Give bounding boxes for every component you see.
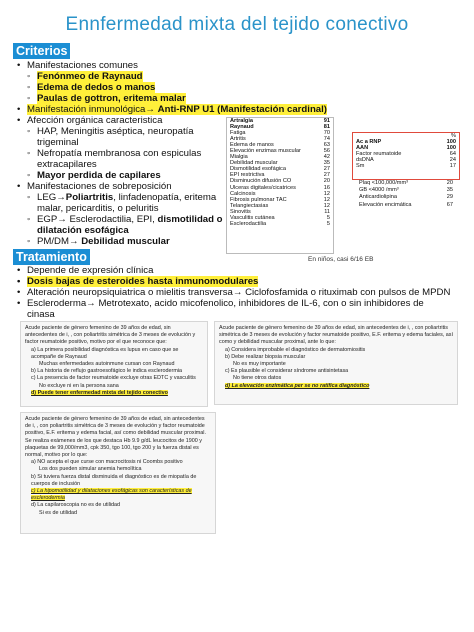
row-value: 67 xyxy=(446,201,453,208)
row-value: 100 xyxy=(446,145,456,152)
row-label: Debilidad muscular xyxy=(230,160,278,167)
row-value: 17 xyxy=(449,163,456,170)
option-c: c) La hipomotilidad y dilataciones esofágicas son características de esclerodermia xyxy=(31,488,192,502)
row-value: 74 xyxy=(323,136,330,143)
list-item: ◦ Paulas de gottron, eritema malar xyxy=(27,93,186,104)
list-item: • Manifestación inmunológica→ Anti-RNP U1 (Manifestación cardinal) xyxy=(17,104,327,115)
list-item: ◦ Mayor perdida de capilares xyxy=(27,170,161,181)
option-note: No excluye ni en la persona sana xyxy=(39,382,119,389)
row-value: 91 xyxy=(323,118,330,124)
row-label: EPI restrictiva xyxy=(230,172,265,179)
row-label: Artritis xyxy=(230,136,246,143)
option-a: a) NO acepta el que curse con macrocitosis ni Coombs positivo xyxy=(31,459,183,466)
option-a: a) Considera improbable el diagnóstico de dermatomiositis xyxy=(225,346,366,353)
row-value: 5 xyxy=(326,214,330,221)
row-value: 29 xyxy=(446,194,453,201)
option-note: No tiene otros datos xyxy=(233,375,282,382)
row-value: 64 xyxy=(449,151,456,158)
manifestations-table xyxy=(226,117,334,254)
row-value: 63 xyxy=(323,142,330,149)
row-value: 20 xyxy=(446,180,453,186)
list-item: • Manifestaciones de sobreposición xyxy=(17,181,172,192)
list-item: ◦ PM/DM→ Debilidad muscular xyxy=(27,236,170,247)
table-row xyxy=(356,202,456,209)
row-label: Factor reumatoide xyxy=(356,151,402,158)
row-value: 81 xyxy=(323,124,330,131)
option-d: d) La capilaroscopia no es de utilidad xyxy=(31,502,121,509)
table-row xyxy=(356,187,456,194)
case-card-1 xyxy=(20,321,208,407)
case-card-2 xyxy=(214,321,458,405)
row-value: 42 xyxy=(323,154,330,161)
row-value: 56 xyxy=(323,148,330,155)
row-value: 24 xyxy=(449,157,456,164)
row-label: Telangiectasias xyxy=(230,202,269,209)
list-item: • Afección orgánica caracteristica xyxy=(17,115,163,126)
tratamiento-header: Tratamiento xyxy=(13,249,90,265)
row-value: 5 xyxy=(326,220,330,227)
list-item-cont: malar, pericarditis, o peluritis xyxy=(37,203,159,214)
option-a: a) La primera posibilidad diagnóstica es lupus en caso que se acompañe de Raynaud xyxy=(31,346,179,360)
row-value: 35 xyxy=(446,187,453,194)
option-d: d) La elevación enzimática per se no ratifica diagnóstico xyxy=(225,382,370,389)
case-text: Acude paciente de género femenino de 39 años de edad, sin antecedentes de i, , con poliartritis simétrica de 3 meses de evolución y factor reumatoide positivo, motivo por el que reconoce que: xyxy=(25,325,196,346)
option-note: No es muy importante xyxy=(233,361,286,368)
list-item: • Manifestaciones comunes xyxy=(17,60,138,71)
row-label: Raynaud xyxy=(230,124,254,131)
table-caption: En niños, casi 6/16 EB xyxy=(308,256,374,263)
option-b: b) Debe realizar biopsia muscular xyxy=(225,353,306,360)
row-label: Dismotilidad esofágica xyxy=(230,166,286,173)
list-item: ◦ Nefropatía membranosa con espiculas xyxy=(27,148,202,159)
table-row xyxy=(353,163,459,169)
row-label: Vasculitis cutánea xyxy=(230,214,275,221)
option-b: b) Si tuviera fuerza distal disminuida el diagnóstico es de miopatía de cuerpos de inclusión xyxy=(31,473,197,487)
option-note: Si es de utilidad xyxy=(39,509,78,516)
list-item: • Alteración neuropsiquiatrica o mielitis transversa→ Ciclofosfamida o rituximab con pulsos de MPDN xyxy=(17,287,451,298)
row-label: Esclerodactilia xyxy=(230,220,267,227)
option-c: c) Es plausible el considerar síndrome antisintetasa xyxy=(225,368,349,375)
row-value: 11 xyxy=(324,208,330,215)
option-c: c) La presencia de factor reumatoide excluye otras EDTC y vasculitis xyxy=(31,375,196,382)
row-label: Artralgia xyxy=(230,118,254,124)
row-value: 12 xyxy=(323,190,330,197)
row-label: dsDNA xyxy=(356,157,374,164)
option-note: Muchas enfermedades autoinmune cursan con Raynaud xyxy=(39,361,175,368)
option-note: Los dos pueden simular anemia hemolítica xyxy=(39,466,142,473)
list-item: ◦ Fenónmeo de Raynaud xyxy=(27,71,143,82)
row-label: Mialgia xyxy=(230,154,248,161)
row-label: Disminución difusión CO xyxy=(230,178,292,185)
list-item-cont: trigeminal xyxy=(37,137,79,148)
table-row xyxy=(227,221,333,227)
case-card-3 xyxy=(20,412,216,534)
lab-table-2 xyxy=(356,180,456,209)
row-label: Ulceras digitales/cicatrices xyxy=(230,184,296,191)
case-text: Acude paciente de género femenino de 39 años de edad, sin antecedentes de i, , con poliartritis simétrica de 3 meses de evolución y factor reumatoide positivo, E.F. eritema y edema facial, así como debilidad muscular proximal. Se realiza exámenes de los que destaca Hb 9.9 g/dL leucocitos de 1900 y plaquetas de 99,000/mm3, cpk 350, tgo 100, tgo 200 y la fuerza distal es normal, motivo por lo que: xyxy=(25,416,206,459)
list-item-cont: dilatación esofágica xyxy=(37,225,129,236)
list-item: ◦ LEG→Poliartritis, linfadenopatía, eritema xyxy=(27,192,217,203)
row-label: Edema de manos xyxy=(230,142,274,149)
option-d: d) Puede tener enfermedad mixta del tejido conectivo xyxy=(31,389,168,396)
list-item: ◦ HAP, Meningitis aséptica, neuropatía xyxy=(27,126,194,137)
row-label: AAN xyxy=(356,145,369,152)
table-row xyxy=(356,194,456,201)
row-label: GB <4000 /mm³ xyxy=(359,187,399,194)
row-label: Fatiga xyxy=(230,130,246,137)
row-label: Elevación encimática xyxy=(359,201,412,208)
list-item-cont: cinasa xyxy=(27,309,55,320)
row-value: 16 xyxy=(323,184,330,191)
lab-table: % Ac a RNP 100 AAN 100 Factor reumatoide 64 dsDNA 24 Sm 17 xyxy=(352,132,460,180)
row-value: 27 xyxy=(323,166,330,173)
list-item: ◦ Edema de dedos o manos xyxy=(27,82,156,93)
row-label: Plaq <100,000/mm³ xyxy=(359,180,408,186)
list-item: • Dosis bajas de esteroides hasta inmunomodulares xyxy=(17,276,259,287)
case-text: Acude paciente de género femenino de 39 años de edad, sin antecedentes de i, , con poliartritis simétrica de 3 meses de evolución y factor reumatoide positivo, E.F. eritema y edema faciales, así como y debilidad muscular proximal, ante lo que: xyxy=(219,325,453,346)
row-value: 100 xyxy=(446,139,456,146)
list-item: ◦ EGP→ Esclerodactilia, EPI, dismotilidad o xyxy=(27,214,223,225)
row-label: Sinovitis xyxy=(230,208,251,215)
row-value: 12 xyxy=(323,196,330,203)
row-label: Sm xyxy=(356,163,365,170)
criterios-header: Criterios xyxy=(13,43,70,59)
list-item: • Esclerodermа→ Metrotexato, acido micofenolico, inhibidores de IL-6, con o sin inhibidores de xyxy=(17,298,424,309)
table-row xyxy=(356,180,456,187)
row-label: Fibrosis pulmonar TAC xyxy=(230,196,287,203)
list-item: • Depende de expresión clínica xyxy=(17,265,154,276)
row-label: Calcinosis xyxy=(230,190,256,197)
list-item-cont: extracapilares xyxy=(37,159,97,170)
row-label: Elevación enzimas muscular xyxy=(230,148,301,155)
row-value: 27 xyxy=(323,172,330,179)
row-value: 20 xyxy=(323,178,330,185)
row-label: Ac a RNP xyxy=(356,139,382,146)
page-title: Ennfermedad mixta del tejido conectivo xyxy=(65,14,409,35)
row-value: 12 xyxy=(323,202,330,209)
row-value: 35 xyxy=(323,160,330,167)
option-b: b) La historia de reflujo gastroesofágico le indica esclerodermia xyxy=(31,368,183,375)
row-label: Anticardiolipina xyxy=(359,194,397,201)
row-value: 70 xyxy=(323,130,330,137)
